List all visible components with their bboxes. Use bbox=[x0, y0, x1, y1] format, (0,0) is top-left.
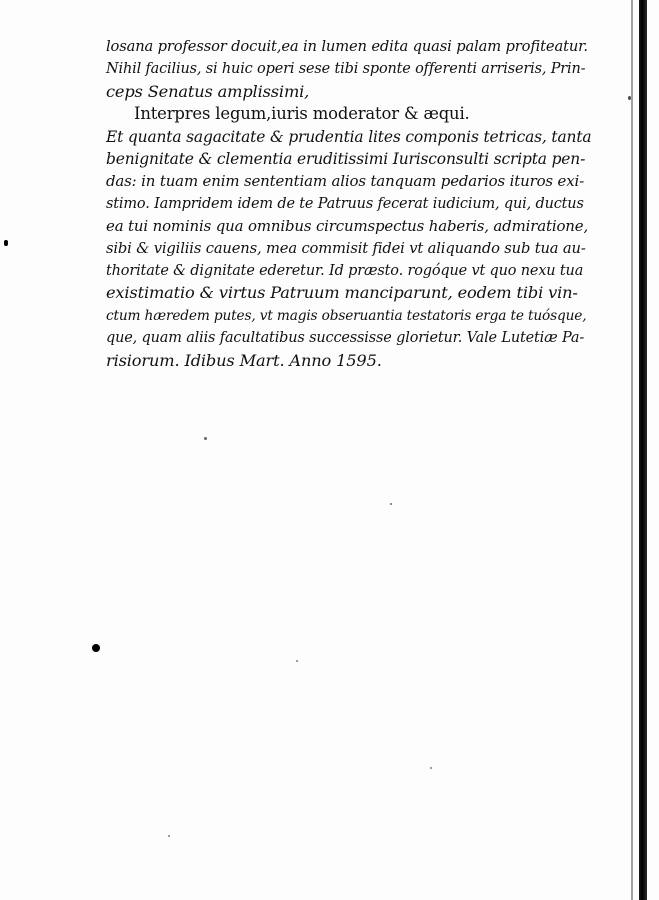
text-line: losana professor docuit,ea in lumen edita quasi palam profiteatur. bbox=[106, 38, 588, 55]
text-line: Et quanta sagacitate & prudentia lites componis tetricas, tanta bbox=[106, 127, 592, 146]
ink-spot bbox=[92, 644, 100, 652]
text-line: que, quam aliis facultatibus successisse glorietur. Vale Lutetiæ Pa- bbox=[106, 330, 585, 347]
text-line: ctum hæredem putes, vt magis obseruantia testatoris erga te tuósque, bbox=[106, 307, 587, 324]
text-line: benignitate & clementia eruditissimi Iurisconsulti scripta pen- bbox=[106, 150, 586, 169]
text-line: stimo. Iampridem idem de te Patruus fecerat iudicium, qui, ductus bbox=[106, 195, 584, 212]
ink-speck bbox=[296, 660, 298, 662]
text-line: thoritate & dignitate ederetur. Id præsto. rogóque vt quo nexu tua bbox=[106, 263, 584, 280]
text-line: risiorum. Idibus Mart. Anno 1595. bbox=[106, 350, 382, 370]
ink-speck bbox=[390, 503, 392, 505]
text-line: das: in tuam enim sententiam alios tanquam pedarios ituros exi- bbox=[106, 172, 585, 191]
ink-speck bbox=[430, 767, 432, 769]
verse-line: Interpres legum,iuris moderator & æqui. bbox=[134, 104, 470, 124]
text-line: sibi & vigiliis cauens, mea commisit fidei vt aliquando sub tua au- bbox=[106, 239, 586, 257]
text-line: ceps Senatus amplissimi, bbox=[106, 81, 310, 101]
binding-edge bbox=[639, 0, 647, 900]
text-line: existimatio & virtus Patruum manciparunt, eodem tibi vin- bbox=[106, 283, 578, 303]
text-line: Nihil facilius, si huic operi sese tibi sponte offerenti arriseris, Prin- bbox=[106, 61, 586, 78]
page-edge-shadow bbox=[631, 0, 633, 900]
text-line: ea tui nominis qua omnibus circumspectus haberis, admiratione, bbox=[106, 217, 589, 236]
ink-speck bbox=[168, 835, 170, 837]
dedication-text bbox=[106, 36, 591, 372]
ink-spot bbox=[4, 240, 8, 246]
ink-speck bbox=[628, 96, 631, 100]
ink-speck bbox=[204, 437, 207, 440]
